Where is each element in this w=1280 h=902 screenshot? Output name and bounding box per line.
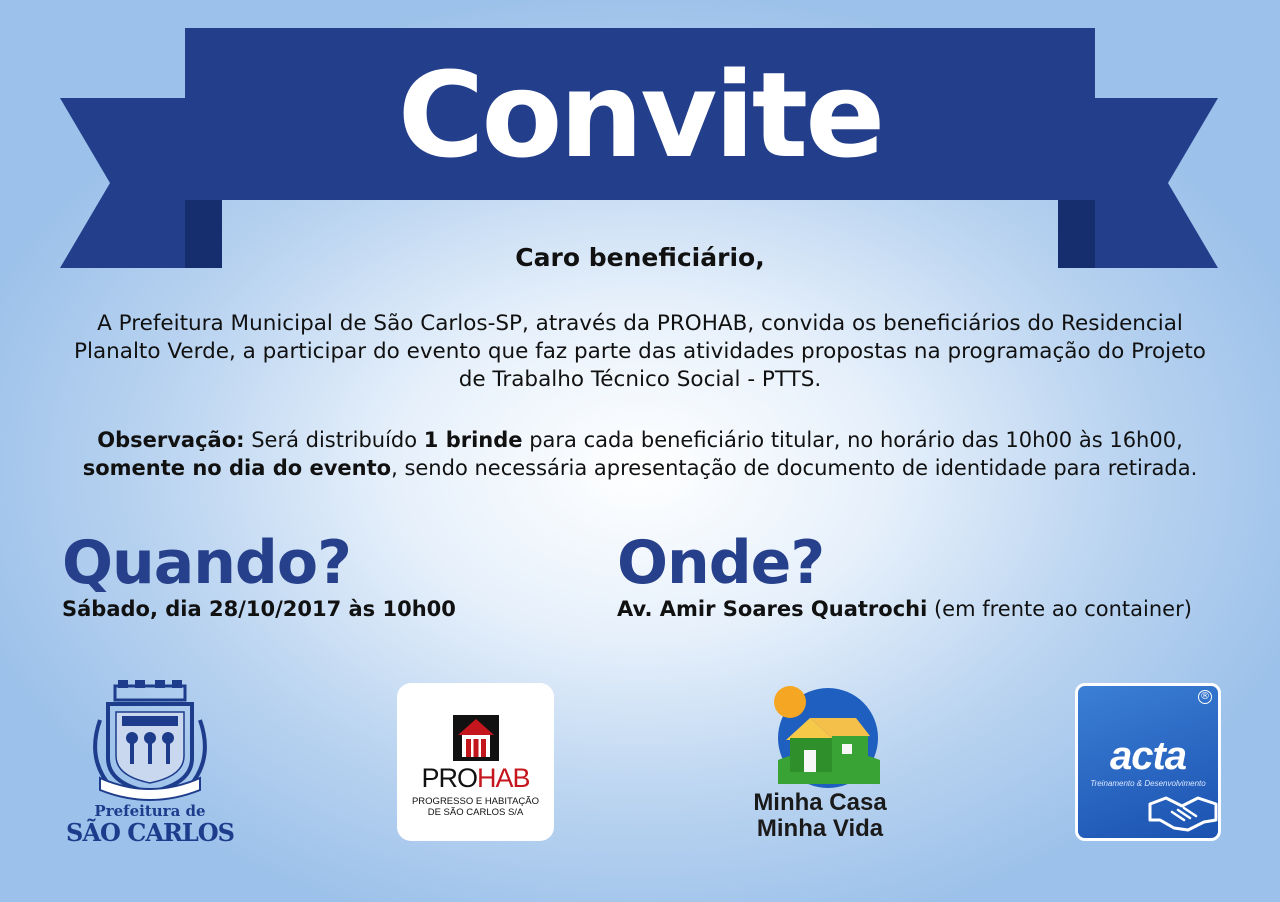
mcmv-line2: Minha Vida (756, 815, 884, 842)
prohab-wordmark (397, 763, 554, 794)
observation-label: Observação: (97, 428, 245, 452)
sao-carlos-line1: Prefeitura de (94, 802, 206, 820)
observation-bold1: 1 brinde (423, 428, 523, 452)
prohab-subtitle (397, 796, 554, 818)
where-detail-bold: Av. Amir Soares Quatrochi (617, 597, 928, 621)
when-heading: Quando? (62, 528, 351, 598)
where-heading: Onde? (617, 528, 825, 598)
banner-title: Convite (397, 46, 883, 184)
observation-paragraph (40, 426, 1240, 482)
sao-carlos-logo (60, 680, 240, 850)
mcmv-logo (720, 680, 920, 850)
acta-logo (1075, 683, 1221, 841)
where-detail (617, 597, 1192, 621)
greeting: Caro beneficiário, (515, 243, 765, 272)
mcmv-wordmark (720, 790, 920, 842)
prohab-word-b: HAB (476, 763, 530, 793)
prohab-logo (397, 683, 554, 841)
when-detail (62, 597, 456, 621)
observation-text2: para cada beneficiário titular, no horário das 10h00 às 16h00, (522, 428, 1183, 452)
mcmv-house-icon (758, 680, 888, 790)
intro-paragraph: A Prefeitura Municipal de São Carlos-SP, através da PROHAB, convida os beneficiários do Residencial Planalto Verde, a participar do evento que faz parte das atividades propostas na programação do Projeto de Trabalho Técnico Social - PTTS. (74, 311, 1206, 392)
prohab-sub1: PROGRESSO E HABITAÇÃO (411, 796, 540, 807)
sao-carlos-line2: SÃO CARLOS (66, 818, 234, 847)
acta-subtitle: Treinamento & Desenvolvimento (1090, 779, 1206, 788)
observation-text3: , sendo necessária apresentação de documento de identidade para retirada. (391, 456, 1198, 480)
prohab-house-icon (453, 711, 499, 761)
handshake-icon (1148, 790, 1218, 834)
observation-bold2: somente no dia do evento (82, 456, 392, 480)
prohab-word-a: PRO (421, 763, 477, 793)
prohab-sub2: DE SÃO CARLOS S/A (427, 807, 524, 818)
mcmv-line1: Minha Casa (753, 789, 887, 816)
when-detail-text: Sábado, dia 28/10/2017 às 10h00 (62, 597, 456, 621)
coat-of-arms-icon (60, 680, 240, 802)
where-detail-rest: (em frente ao container) (927, 597, 1192, 621)
acta-wordmark: acta (1109, 734, 1187, 778)
registered-mark: ® (1200, 691, 1210, 702)
observation-text1: Será distribuído (244, 428, 424, 452)
